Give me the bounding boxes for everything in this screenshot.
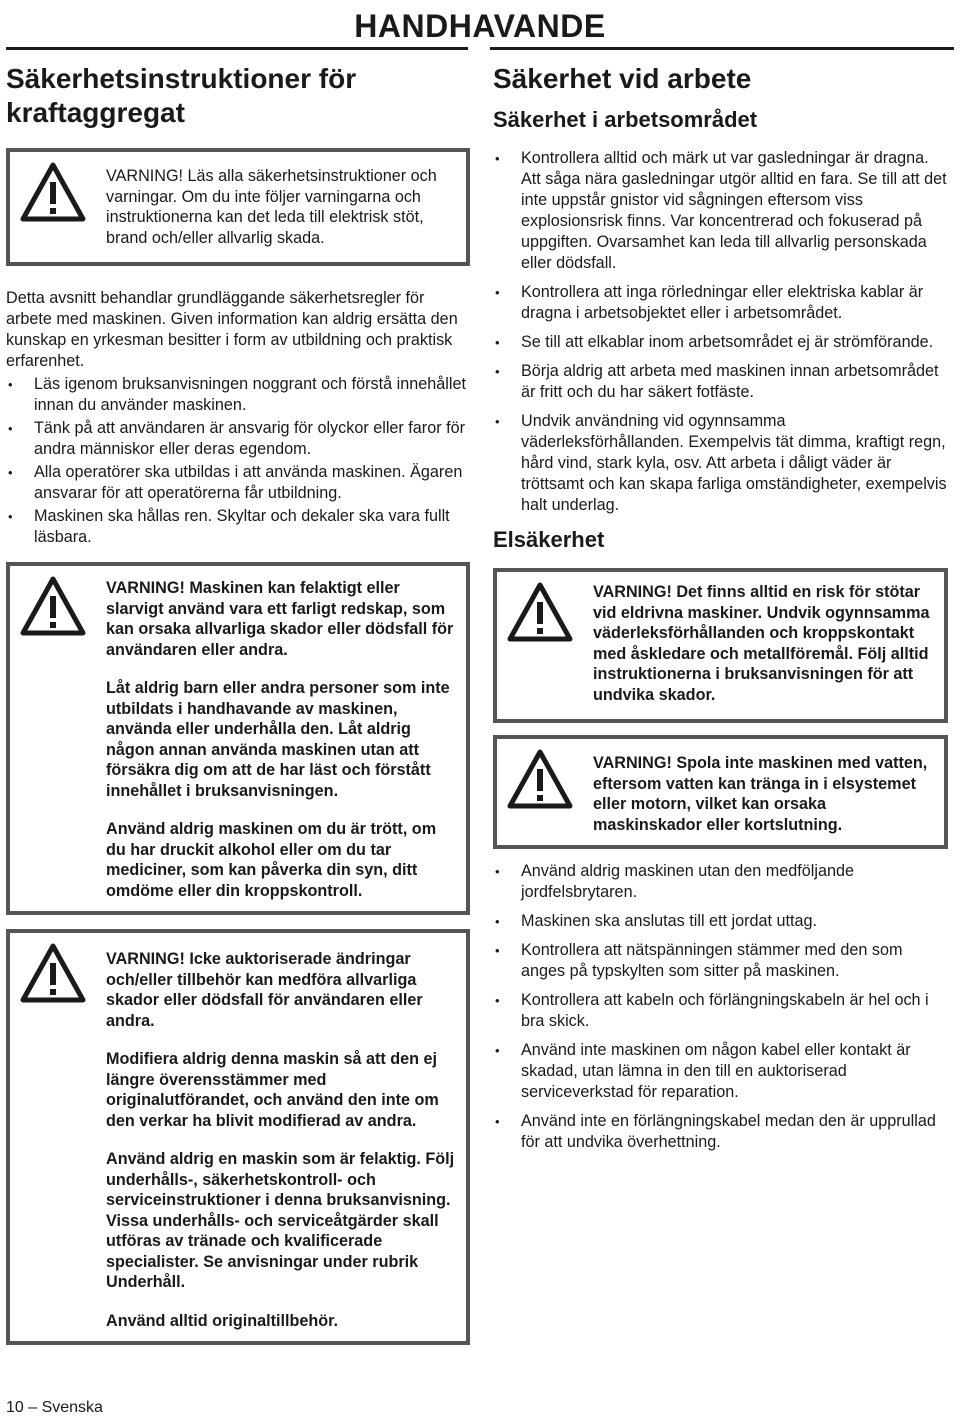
warning-text: Använd alltid originaltillbehör. (106, 1311, 339, 1330)
section-subtitle: Säkerhet i arbetsområdet (493, 107, 758, 132)
warning-triangle-icon (20, 943, 86, 1003)
section-title: Säkerhetsinstruktioner för kraftaggregat (6, 63, 357, 128)
list-item: • Se till att elkablar inom arbetsområdet ej är strömförande. (493, 332, 948, 353)
list-item: • Undvik användning vid ogynnsamma väderleksförhållanden. Exempelvis tät dimma, kraftigt regn, hård vind, stark kyla, osv. Att arbeta i dåligt väder är tröttsamt och kan skapa farliga omständigheter, exempelvis halt underlag. (493, 411, 948, 516)
bullet-list (493, 148, 948, 516)
warning-text: VARNING! Icke auktoriserade ändringar och/eller tillbehör kan medföra allvarliga skador eller dödsfall för användaren eller andra. (106, 950, 423, 1030)
warning-text: Använd aldrig en maskin som är felaktig. Följ underhålls-, säkerhetskontroll- och serviceinstruktioner i denna bruksanvisning. Vissa underhålls- och serviceåtgärder skall utföras av tränade och kvalificerade specialister. Se anvisningar under rubrik Underhåll. (106, 1150, 455, 1291)
list-item: • Kontrollera att kabeln och förlängningskabeln är hel och i bra skick. (493, 990, 948, 1032)
header-rule-right (490, 47, 954, 50)
warning-box-3 (6, 929, 470, 1345)
warning-box-4 (493, 568, 948, 723)
intro-paragraph: Detta avsnitt behandlar grundläggande säkerhetsregler för arbete med maskinen. Given information kan aldrig ersätta den kunskap en yrkesman besitter i form av utbildning och praktisk erfarenhet. (6, 289, 458, 370)
header-rule-left (6, 47, 468, 50)
list-item: • Använd aldrig maskinen utan den medföljande jordfelsbrytaren. (493, 861, 948, 903)
warning-triangle-icon (20, 162, 86, 222)
right-column (493, 62, 948, 1153)
list-item: • Läs igenom bruksanvisningen noggrant och förstå innehållet innan du använder maskinen. (6, 374, 470, 416)
left-column (6, 62, 470, 1345)
warning-box-2 (6, 562, 470, 915)
bullet-list (6, 374, 470, 548)
page-footer: 10 – Svenska (6, 1399, 103, 1416)
warning-triangle-icon (507, 582, 573, 642)
warning-box-1 (6, 148, 470, 266)
list-item: • Börja aldrig att arbeta med maskinen innan arbetsområdet är fritt och du har säkert fotfäste. (493, 361, 948, 403)
list-item: • Kontrollera att inga rörledningar eller elektriska kablar är dragna i arbetsobjektet eller i arbetsområdet. (493, 282, 948, 324)
list-item: • Kontrollera alltid och märk ut var gasledningar är dragna. Att såga nära gasledningar utgör alltid en fara. Se till att det inte uppstår gnistor vid sågningen eftersom viss explosionsrisk finns. Var koncentrerad och fokuserad på uppgiften. Ovarsamhet kan leda till allvarlig personskada eller dödsfall. (493, 148, 948, 274)
warning-text: VARNING! Maskinen kan felaktigt eller slarvigt använd vara ett farligt redskap, som kan orsaka allvarliga skador eller dödsfall för användaren eller andra. (106, 579, 454, 659)
page-header: HANDHAVANDE (354, 8, 606, 44)
list-item: • Använd inte maskinen om någon kabel eller kontakt är skadad, utan lämna in den till en auktoriserad serviceverkstad för reparation. (493, 1040, 948, 1103)
section-subtitle: Elsäkerhet (493, 527, 605, 552)
warning-box-5 (493, 735, 948, 849)
list-item: • Maskinen ska hållas ren. Skyltar och dekaler ska vara fullt läsbara. (6, 506, 470, 548)
list-item: • Tänk på att användaren är ansvarig för olyckor eller faror för andra människor eller deras egendom. (6, 418, 470, 460)
warning-text: Modifiera aldrig denna maskin så att den ej längre överensstämmer med originalutförandet, och använd den inte om den verkar ha blivit modifierad av andra. (106, 1050, 439, 1130)
warning-text: VARNING! Läs alla säkerhetsinstruktioner och varningar. Om du inte följer varningarna och instruktionerna kan det leda till elektrisk stöt, brand och/eller allvarlig skada. (106, 167, 437, 247)
warning-text: VARNING! Spola inte maskinen med vatten, eftersom vatten kan tränga in i elsystemet eller motorn, vilket kan orsaka maskinskador eller kortslutning. (593, 754, 928, 834)
warning-triangle-icon (507, 749, 573, 809)
section-title: Säkerhet vid arbete (493, 63, 752, 94)
warning-text: Använd aldrig maskinen om du är trött, om du har druckit alkohol eller om du tar mediciner, som kan påverka din syn, ditt omdöme eller din kroppskontroll. (106, 820, 437, 900)
warning-text: VARNING! Det finns alltid en risk för stötar vid eldrivna maskiner. Undvik ogynnsamma väderleksförhållanden och kroppskontakt med åskledare och metallföremål. Följ alltid instruktionerna i bruksanvisningen för att undvika skador. (593, 583, 930, 704)
list-item: • Maskinen ska anslutas till ett jordat uttag. (493, 911, 948, 932)
list-item: • Använd inte en förlängningskabel medan den är upprullad för att undvika överhettning. (493, 1111, 948, 1153)
list-item: • Alla operatörer ska utbildas i att använda maskinen. Ägaren ansvarar för att operatörerna får utbildning. (6, 462, 470, 504)
warning-triangle-icon (20, 576, 86, 636)
bullet-list (493, 861, 948, 1153)
list-item: • Kontrollera att nätspänningen stämmer med den som anges på typskylten som sitter på maskinen. (493, 940, 948, 982)
warning-text: Låt aldrig barn eller andra personer som inte utbildats i handhavande av maskinen, använda eller underhålla den. Låt aldrig någon annan använda maskinen utan att försäkra dig om att de har läst och förstått innehållet i bruksanvisningen. (106, 679, 450, 800)
